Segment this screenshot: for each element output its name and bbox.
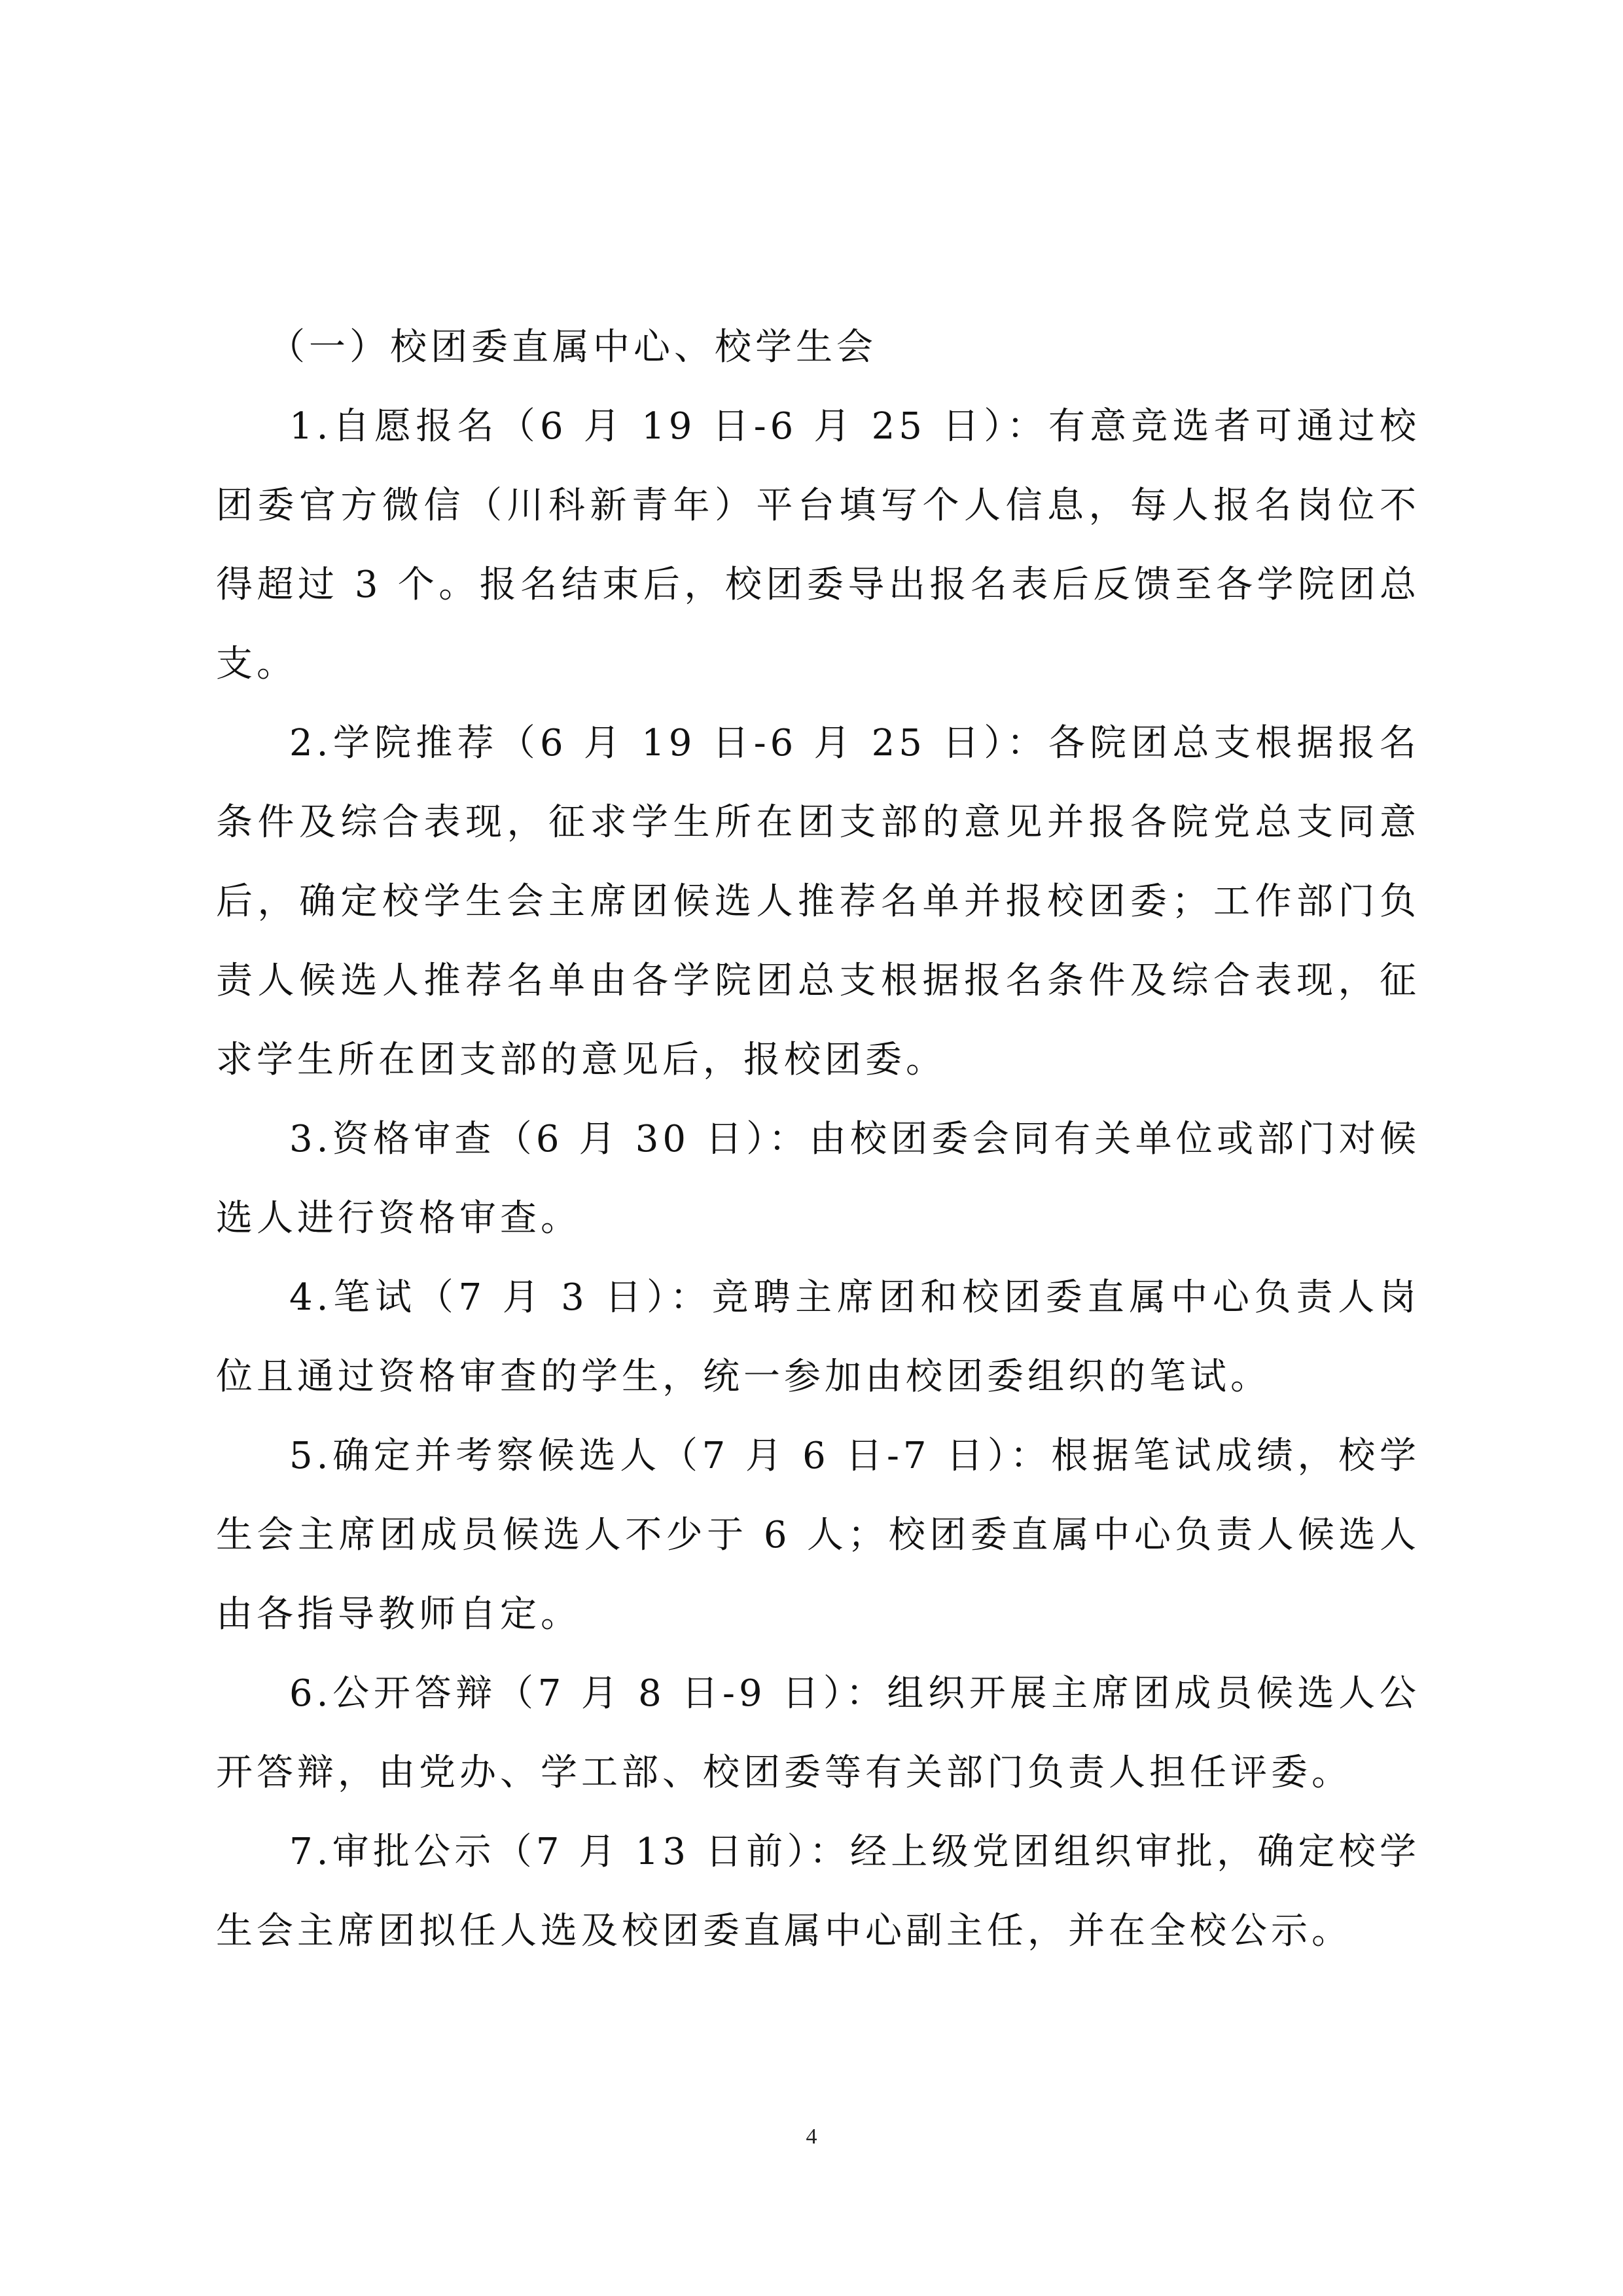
step-4-written-exam: 4.笔试（7 月 3 日）：竞聘主席团和校团委直属中心负责人岗位且通过资格审查的学生，统一参加由校团委组织的笔试。 [216, 1276, 1420, 1398]
section-heading: （一）校团委直属中心、校学生会 [268, 326, 877, 368]
step-6-public-defense: 6.公开答辩（7 月 8 日-9 日）：组织开展主席团成员候选人公开答辩，由党办、学工部、校团委等有关部门负责人担任评委。 [216, 1672, 1420, 1794]
step-7-approval-publicity: 7.审批公示（7 月 13 日前）：经上级党团组织审批，确定校学生会主席团拟任人选及校团委直属中心副主任，并在全校公示。 [216, 1831, 1420, 1952]
document-body [216, 308, 1420, 1971]
step-5-candidate-confirmation: 5.确定并考察候选人（7 月 6 日-7 日）：根据笔试成绩，校学生会主席团成员候选人不少于 6 人；校团委直属中心负责人候选人由各指导教师自定。 [216, 1435, 1420, 1636]
page-number: 4 [806, 2125, 817, 2149]
step-2-college-recommendation: 2.学院推荐（6 月 19 日-6 月 25 日）：各院团总支根据报名条件及综合表现，征求学生所在团支部的意见并报各院党总支同意后，确定校学生会主席团候选人推荐名单并报校团委；工作部门负责人候选人推荐名单由各学院团总支根据报名条件及综合表现，征求学生所在团支部的意见后，报校团委。 [216, 722, 1420, 1081]
step-1-self-registration: 1.自愿报名（6 月 19 日-6 月 25 日）：有意竞选者可通过校团委官方微信（川科新青年）平台填写个人信息，每人报名岗位不得超过 3 个。报名结束后，校团委导出报名表后反馈至各学院团总支。 [216, 405, 1420, 685]
step-3-qualification-review: 3.资格审查（6 月 30 日）：由校团委会同有关单位或部门对候选人进行资格审查。 [216, 1118, 1420, 1240]
